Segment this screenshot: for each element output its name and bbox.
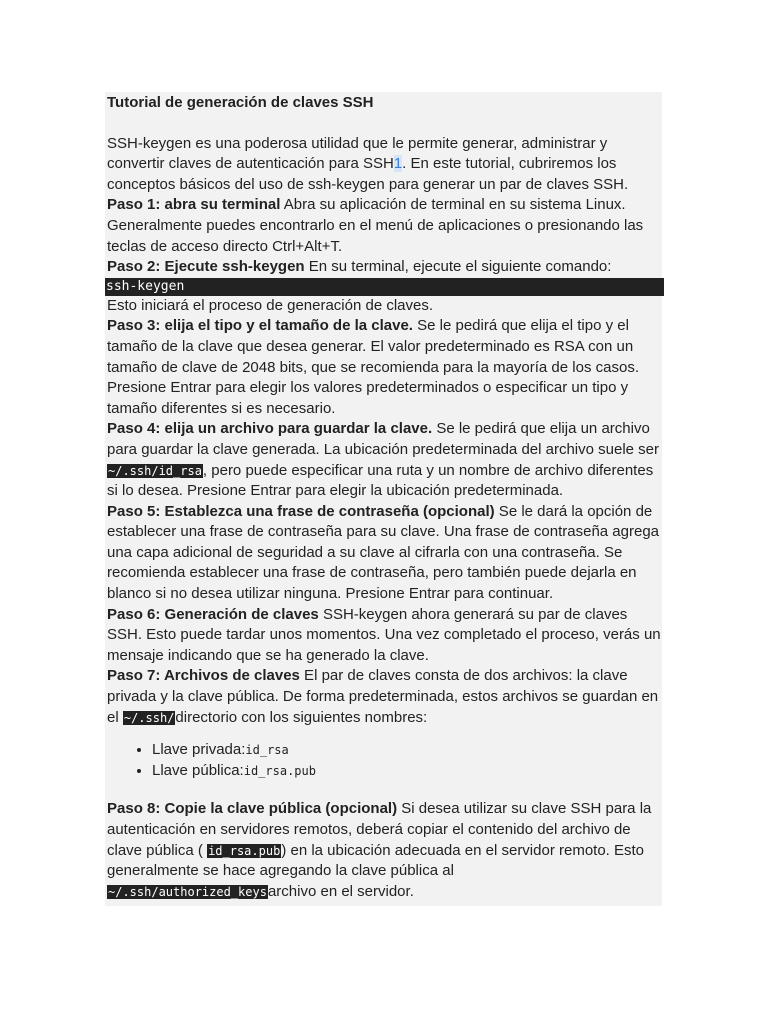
step-8-text-end: archivo en el servidor. bbox=[267, 882, 414, 900]
intro-text: SSH-keygen es una poderosa utilidad que le permite generar, administrar y convertir claves de autenticación para SSH bbox=[107, 134, 608, 173]
step-4 bbox=[107, 419, 663, 501]
intro-paragraph bbox=[107, 134, 663, 196]
step-4-text-continued: , pero puede especificar una ruta y un nombre de archivo diferentes si lo desea. Presione Entrar para elegir la ubicación predeterminada. bbox=[107, 461, 654, 500]
intro-text-continued: . En este tutorial, cubriremos los conceptos básicos del uso de ssh-keygen para generar un par de claves SSH. bbox=[107, 155, 629, 193]
private-key-label: Llave privada: bbox=[152, 741, 246, 759]
step-3 bbox=[107, 316, 663, 419]
step-4-heading: Paso 4: elija un archivo para guardar la clave. bbox=[107, 420, 433, 438]
step-8-text: Si desea utilizar su clave SSH para la autenticación en servidores remotos, deberá copiar el contenido del archivo de clave pública ( bbox=[107, 800, 652, 859]
public-key-filename: id_rsa.pub bbox=[243, 763, 316, 778]
inline-code-ssh-dir: ~/.ssh/ bbox=[123, 710, 175, 725]
step-6-text: SSH-keygen ahora generará su par de claves SSH. Esto puede tardar unos momentos. Una vez completado el proceso, verás un mensaje indicando que se ha generado la clave. bbox=[107, 605, 661, 664]
step-5-text: Se le dará la opción de establecer una frase de contraseña para su clave. Una frase de contraseña agrega una capa adicional de seguridad a su clave al cifrarla con una contraseña. Se recomienda establecer una frase de contraseña, pero también puede dejarla en blanco si no desea utilizar ninguna. Presione Entrar para continuar. bbox=[107, 502, 660, 603]
code-block-ssh-keygen: ssh-keygen bbox=[105, 278, 664, 296]
step-3-text: Se le pedirá que elija el tipo y el tamaño de la clave que desea generar. El valor predeterminado es RSA con un tamaño de clave de 2048 bits, que se recomienda para la mayoría de los casos. Presione Entrar para elegir los valores predeterminados o especificar un tipo y tamaño diferentes si es necesario. bbox=[107, 317, 639, 417]
inline-code-authorized-keys: ~/.ssh/authorized_keys bbox=[108, 884, 267, 899]
step-1-text: Abra su aplicación de terminal en su sistema Linux. Generalmente puedes encontrarlo en el menú de aplicaciones o presionando las teclas de acceso directo Ctrl+Alt+T. bbox=[107, 196, 644, 255]
footnote-reference[interactable]: 1 bbox=[393, 155, 403, 173]
step-1-heading: Paso 1: abra su terminal bbox=[107, 196, 281, 214]
step-4-text: Se le pedirá que elija un archivo para guardar la clave generada. La ubicación predeterminada del archivo suele ser bbox=[107, 420, 660, 458]
step-8-text-middle: ) en la ubicación adecuada en el servidor remoto. Esto generalmente se hace agregando la clave pública al bbox=[107, 841, 645, 880]
step-5 bbox=[107, 502, 663, 605]
step-7-text: El par de claves consta de dos archivos: la clave privada y la clave pública. De forma predeterminada, estos archivos se guardan en el bbox=[107, 667, 659, 726]
private-key-filename: id_rsa bbox=[245, 743, 289, 758]
key-files-list bbox=[107, 740, 663, 781]
list-item-public-key bbox=[152, 761, 663, 782]
step-2-after-text: Esto iniciará el proceso de generación de claves. bbox=[107, 296, 434, 314]
step-2-heading: Paso 2: Ejecute ssh-keygen bbox=[107, 258, 305, 276]
step-7-heading: Paso 7: Archivos de claves bbox=[107, 667, 300, 685]
inline-code-id-rsa-pub: id_rsa.pub bbox=[208, 843, 281, 858]
inline-code-id-rsa-path: ~/.ssh/id_rsa bbox=[108, 463, 202, 478]
step-2-text: En su terminal, ejecute el siguiente comando: bbox=[304, 258, 612, 276]
step-7-text-continued: directorio con los siguientes nombres: bbox=[175, 708, 428, 726]
step-6-heading: Paso 6: Generación de claves bbox=[107, 605, 319, 623]
list-item-private-key bbox=[152, 740, 663, 761]
document-title: Tutorial de generación de claves SSH bbox=[107, 94, 374, 111]
step-7 bbox=[107, 666, 663, 728]
step-8-heading: Paso 8: Copie la clave pública (opcional) bbox=[107, 800, 398, 818]
public-key-label: Llave pública: bbox=[152, 761, 244, 779]
step-6 bbox=[107, 605, 663, 667]
step-1 bbox=[107, 195, 663, 257]
step-2 bbox=[107, 257, 663, 278]
step-3-heading: Paso 3: elija el tipo y el tamaño de la clave. bbox=[107, 317, 413, 335]
document-body bbox=[107, 92, 663, 902]
step-8 bbox=[107, 799, 663, 902]
step-5-heading: Paso 5: Establezca una frase de contraseña (opcional) bbox=[107, 502, 495, 520]
